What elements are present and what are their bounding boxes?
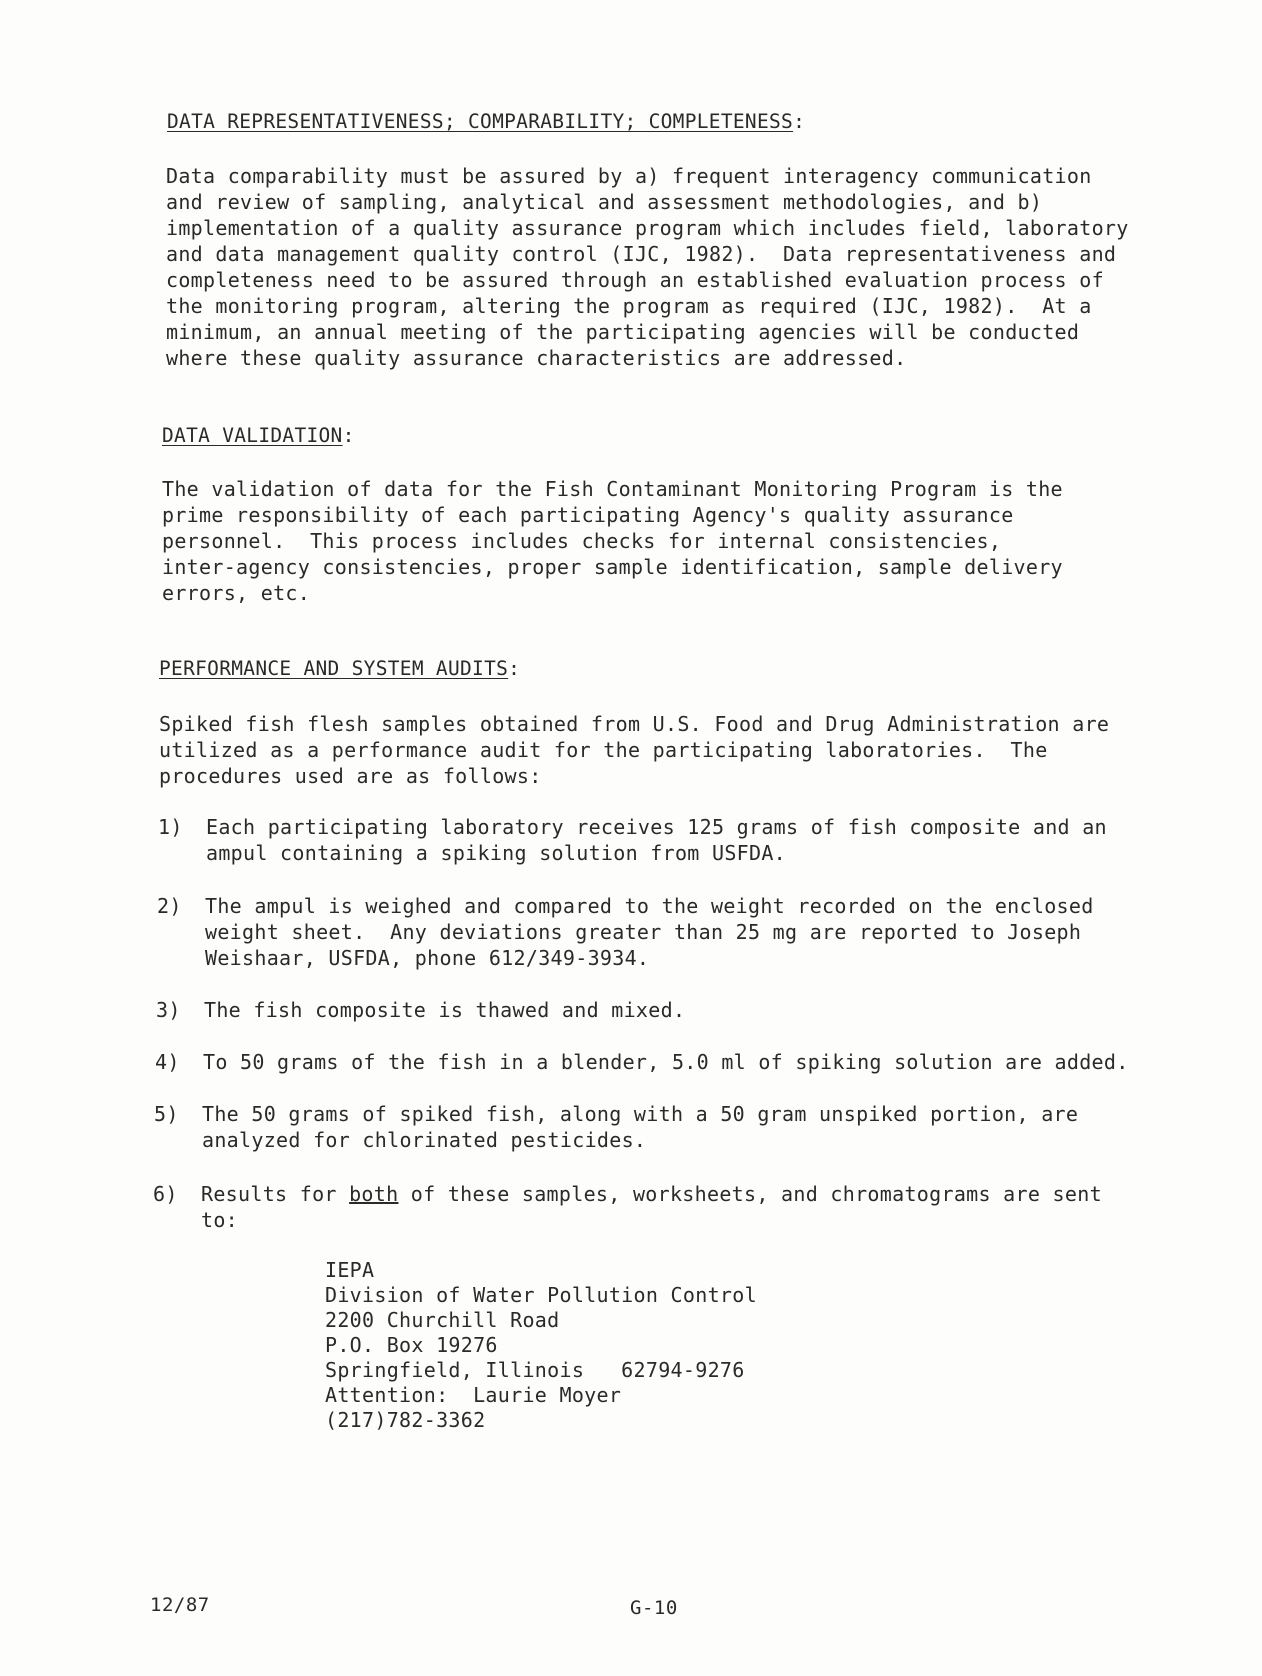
item-number: 4) <box>155 1050 180 1074</box>
heading-text: PERFORMANCE AND SYSTEM AUDITS <box>159 657 509 680</box>
item-number: 3) <box>156 998 181 1022</box>
procedure-item-2 <box>157 893 1094 997</box>
item-text-emphasis: both <box>349 1182 399 1206</box>
mailing-address: IEPA Division of Water Pollution Control 2200 Churchill Road P.O. Box 19276 Springfield, Illinois 62794-9276 Attention: Laurie Moyer (217)782-3362 <box>325 1258 757 1432</box>
item-number: 1) <box>158 815 183 839</box>
heading-performance-audits <box>159 657 520 680</box>
procedure-item-6 <box>153 1181 1102 1285</box>
item-text: To 50 grams of the fish in a blender, 5.0 ml of spiking solution are added. <box>203 1050 1129 1074</box>
paragraph-data-representativeness: Data comparability must be assured by a) frequent interagency communication and review of sampling, analytical and assessment methodologies, and b) implementation of a quality assurance program which includes field, laboratory and data management quality control (IJC, 1982). Data representativeness and completeness need to be assured through an established evaluation process of the monitoring program, altering the program as required (IJC, 1982). At a minimum, an annual meeting of the participating agencies will be conducted where these quality assurance characteristics are addressed. <box>166 164 1129 370</box>
item-text: The ampul is weighed and compared to the weight recorded on the enclosed weight sheet. Any deviations greater than 25 mg are reported to Joseph Weishaar, USFDA, phone 612/349-3934. <box>205 894 1094 970</box>
item-text: The fish composite is thawed and mixed. <box>204 998 686 1022</box>
heading-colon: : <box>342 424 355 447</box>
footer-page-number: G-10 <box>630 1597 678 1619</box>
item-number: 6) <box>153 1182 178 1206</box>
heading-text: DATA VALIDATION <box>162 424 343 447</box>
heading-colon: : <box>508 657 521 680</box>
heading-data-validation <box>162 424 355 447</box>
item-text: The 50 grams of spiked fish, along with a 50 gram unspiked portion, are analyzed for chlorinated pesticides. <box>202 1102 1079 1152</box>
paragraph-performance-audits: Spiked fish flesh samples obtained from U.S. Food and Drug Administration are utilized as a performance audit for the participating laboratories. The procedures used are as follows: <box>159 712 1110 788</box>
heading-colon: : <box>793 110 806 133</box>
footer-date: 12/87 <box>150 1594 210 1616</box>
item-text-post: of these samples, worksheets, and chromatograms are sent to: <box>201 1182 1102 1232</box>
item-text <box>201 1181 1102 1233</box>
item-number: 5) <box>154 1102 179 1126</box>
item-text-pre: Results for <box>201 1182 350 1206</box>
heading-data-representativeness <box>167 110 805 133</box>
item-text: Each participating laboratory receives 125 grams of fish composite and an ampul containing a spiking solution from USFDA. <box>206 815 1107 865</box>
paragraph-data-validation: The validation of data for the Fish Contaminant Monitoring Program is the prime responsibility of each participating Agency's quality assurance personnel. This process includes checks for internal consistencies, inter-agency consistencies, proper sample identification, sample delivery errors, etc. <box>162 477 1063 605</box>
heading-text: DATA REPRESENTATIVENESS; COMPARABILITY; COMPLETENESS <box>167 110 794 133</box>
item-number: 2) <box>157 894 182 918</box>
